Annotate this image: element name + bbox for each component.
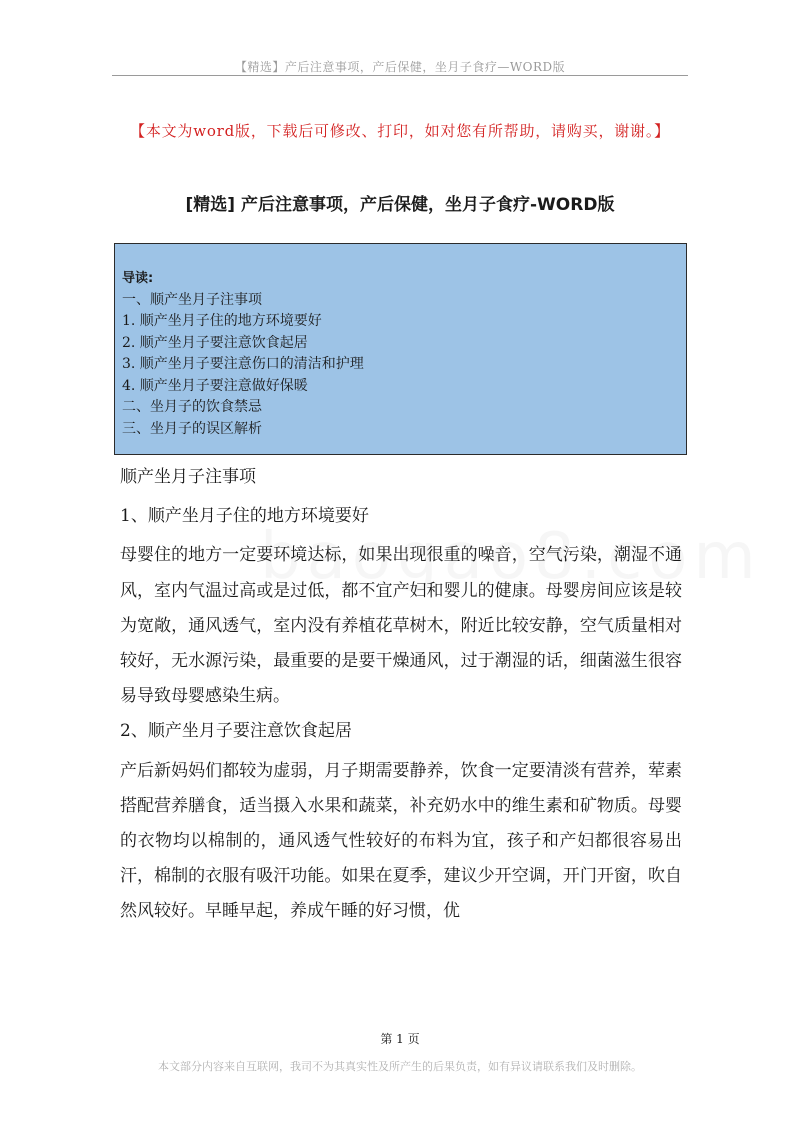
document-title: [精选] 产后注意事项，产后保健，坐月子食疗-WORD版 [185, 195, 615, 215]
toc-item: 三、坐月子的误区解析 [122, 420, 262, 437]
toc-item: 3. 顺产坐月子要注意伤口的清洁和护理 [122, 356, 364, 372]
toc-item: 二、坐月子的饮食禁忌 [122, 399, 262, 415]
toc-item: 2. 顺产坐月子要注意饮食起居 [122, 334, 308, 351]
toc-item: 一、顺产坐月子注事项 [122, 291, 262, 308]
body-content [120, 460, 682, 930]
header-divider [112, 75, 688, 76]
subsection-heading: 2、顺产坐月子要注意饮食起居 [120, 721, 352, 742]
page-number: 第 1 页 [380, 1032, 420, 1046]
disclaimer-footer: 本文部分内容来自互联网，我司不为其真实性及所产生的后果负责，如有异议请联系我们及时删除。 [158, 1060, 642, 1073]
running-header: 【精选】产后注意事项，产后保健，坐月子食疗—WORD版 [234, 60, 566, 74]
toc-item: 4. 顺产坐月子要注意做好保暖 [122, 377, 308, 394]
download-notice: 【本文为word版，下载后可修改、打印，如对您有所帮助，请购买，谢谢。】 [130, 122, 670, 140]
subsection-heading: 1、顺产坐月子住的地方环境要好 [120, 506, 369, 527]
body-paragraph: 产后新妈妈们都较为虚弱，月子期需要静养，饮食一定要清淡有营养，荤素搭配营养膳食，适当摄入水果和蔬菜，补充奶水中的维生素和矿物质。母婴的衣物均以棉制的，通风透气性较好的布料为宜，孩子和产妇都很容易出汗，棉制的衣服有吸汗功能。如果在夏季，建议少开空调，开门开窗，吹自然风较好。早睡早起，养成午睡的好习惯，优 [120, 760, 682, 922]
section-heading: 顺产坐月子注事项 [120, 467, 256, 487]
reading-guide-box [114, 243, 687, 455]
body-paragraph: 母婴住的地方一定要环境达标，如果出现很重的噪音，空气污染，潮湿不通风，室内气温过高或是过低，都不宜产妇和婴儿的健康。母婴房间应该是较为宽敞，通风透气，室内没有养植花草树木，附近比较安静，空气质量相对较好，无水源污染，最重要的是要干燥通风，过于潮湿的话，细菌滋生很容易导致母婴感染生病。 [120, 545, 682, 707]
reading-guide-heading: 导读: [122, 271, 154, 286]
toc-item: 1. 顺产坐月子住的地方环境要好 [122, 313, 322, 329]
